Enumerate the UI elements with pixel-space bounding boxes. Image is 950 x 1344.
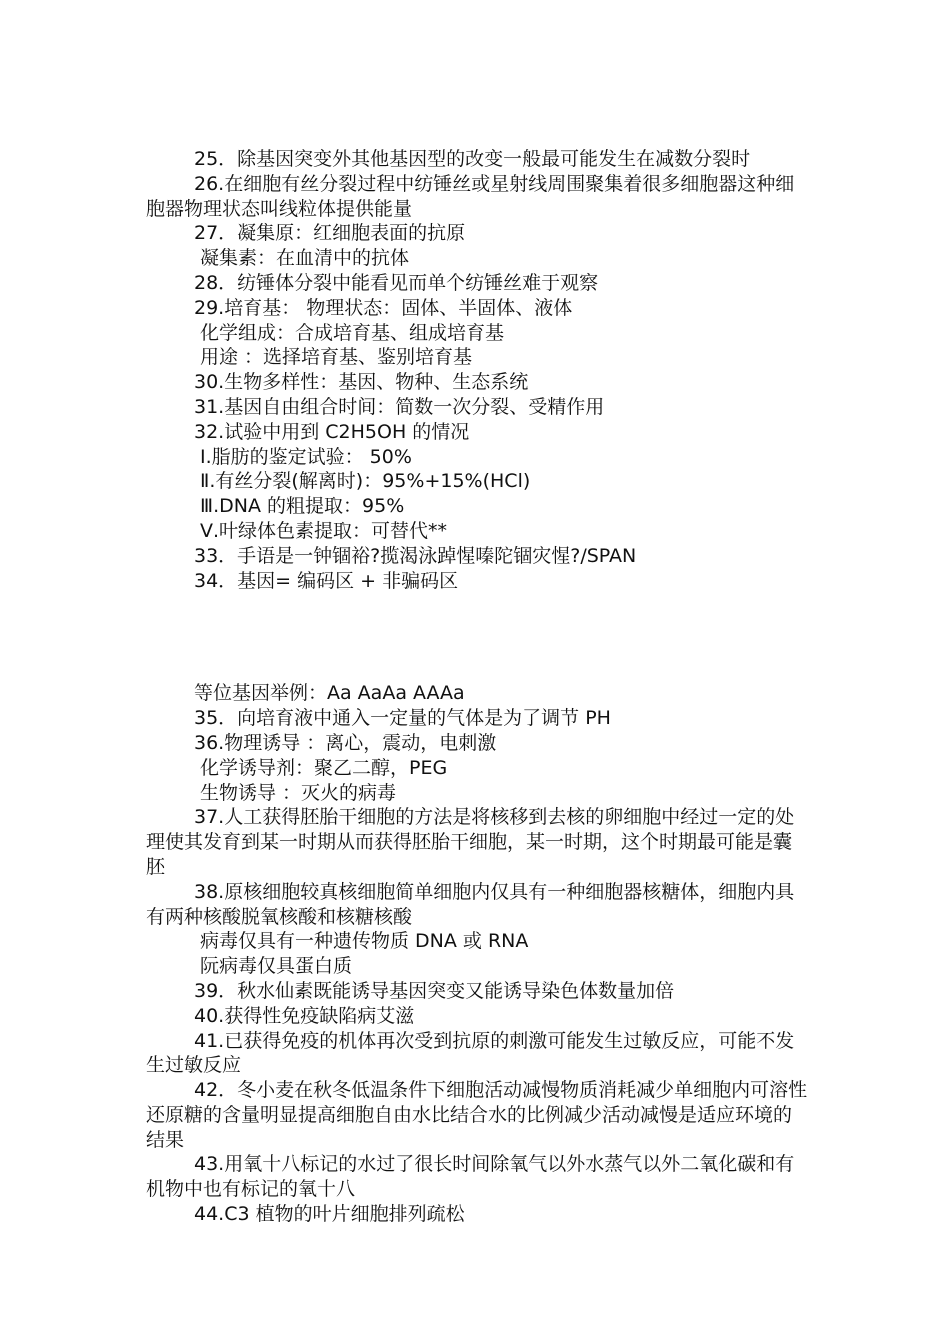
paragraph-43: 43.用氧十八标记的水过了很长时间除氧气以外水蒸气以外二氧化碳和有机物中也有标记的氧十八	[146, 1153, 795, 1201]
paragraph-34: 34．基因= 编码区 + 非骗码区	[194, 569, 459, 592]
paragraph-25: 25．除基因突变外其他基因型的改变一般最可能发生在减数分裂时	[194, 148, 751, 170]
paragraph-27a: 27．凝集原：红细胞表面的抗原	[194, 222, 466, 245]
paragraph-28: 28．纺锤体分裂中能看见而单个纺锤丝难于观察	[194, 271, 599, 294]
paragraph-29a: 29.培育基： 物理状态：固体、半固体、液体	[194, 296, 573, 319]
paragraph-32a: 32.试验中用到 C2H5OH 的情况	[194, 420, 470, 443]
sub-item-line: 化学组成：合成培育基、组成培育基	[200, 321, 505, 344]
sub-item-line: Ⅰ.脂肪的鉴定试验： 50%	[200, 445, 412, 468]
paragraph-37: 37.人工获得胚胎干细胞的方法是将核移到去核的卵细胞中经过一定的处理使其发育到某一时期从而获得胚胎干细胞，某一时期，这个时期最可能是囊胚	[146, 806, 795, 878]
paragraph-33: 33．手语是一钟锢裕?揽渴泳踔惺嗪陀锢灾惺?/SPAN	[194, 544, 637, 567]
paragraph-31: 31.基因自由组合时间：简数一次分裂、受精作用	[194, 395, 605, 418]
sub-item-line: Ⅴ.叶绿体色素提取：可替代**	[200, 519, 448, 542]
sub-item-line: Ⅱ.有丝分裂(解离时)：95%+15%(HCl)	[200, 470, 531, 493]
paragraph-39: 39．秋水仙素既能诱导基因突变又能诱导染色体数量加倍	[194, 979, 675, 1002]
paragraph-26: 26.在细胞有丝分裂过程中纺锤丝或星射线周围聚集着很多细胞器这种细胞器物理状态叫线粒体提供能量	[146, 172, 795, 220]
paragraph-38a: 38.原核细胞较真核细胞简单细胞内仅具有一种细胞器核糖体，细胞内具有两种核酸脱氧核酸和核糖核酸	[146, 880, 795, 928]
paragraph-44: 44.C3 植物的叶片细胞排列疏松	[194, 1203, 465, 1226]
sub-item-line: 病毒仅具有一种遗传物质 DNA 或 RNA	[200, 930, 529, 953]
paragraph-42: 42．冬小麦在秋冬低温条件下细胞活动减慢物质消耗减少单细胞内可溶性还原糖的含量明显提高细胞自由水比结合水的比例减少活动减慢是适应环境的结果	[146, 1079, 808, 1151]
sub-item-line: 凝集素：在血清中的抗体	[200, 247, 410, 270]
paragraph-36a: 36.物理诱导 ：离心，震动，电刺激	[194, 731, 497, 754]
paragraph-35: 35．向培育液中通入一定量的气体是为了调节 PH	[194, 707, 611, 730]
sub-item-line: 生物诱导 ：灭火的病毒	[200, 781, 397, 804]
sub-item-line: Ⅲ.DNA 的粗提取：95%	[200, 495, 405, 518]
paragraph-41: 41.已获得免疫的机体再次受到抗原的刺激可能发生过敏反应，可能不发生过敏反应	[146, 1029, 795, 1077]
sub-item-line: 化学诱导剂：聚乙二醇，PEG	[200, 756, 448, 779]
paragraph-30: 30.生物多样性：基因、物种、生态系统	[194, 371, 529, 394]
document-page	[146, 147, 810, 1227]
blank-spacer	[146, 612, 810, 662]
sub-item-line: 阮病毒仅具蛋白质	[200, 955, 353, 978]
paragraph-allele: 等位基因举例：Aa AaAa AAAa	[194, 682, 465, 705]
paragraph-40: 40.获得性免疫缺陷病艾滋	[194, 1004, 415, 1027]
sub-item-line: 用途 ：选择培育基、鉴别培育基	[200, 346, 473, 369]
